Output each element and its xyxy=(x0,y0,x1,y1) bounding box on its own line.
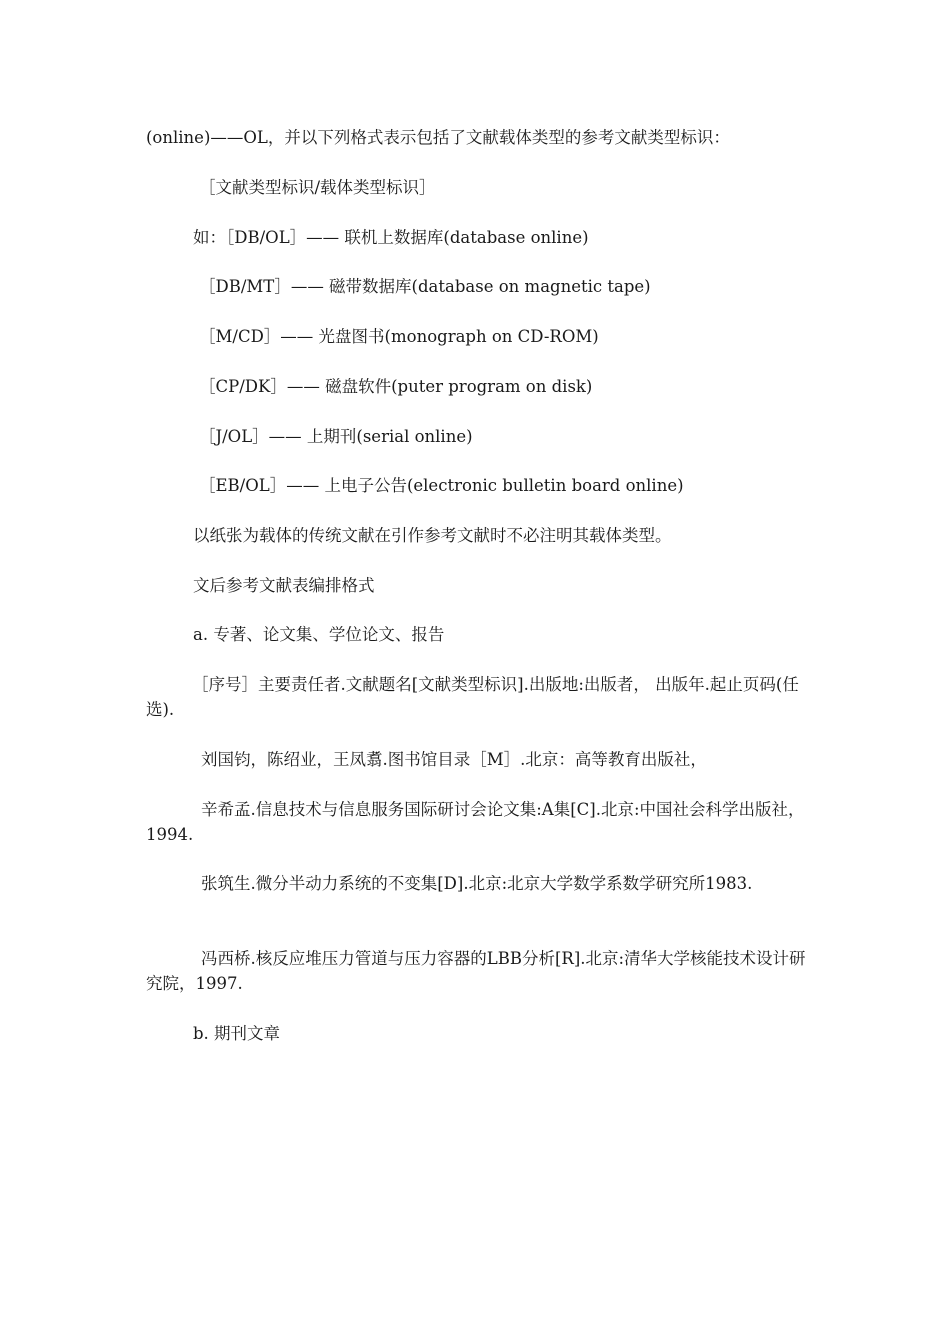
example-cp-dk: ［CP/DK］—— 磁盘软件(puter program on disk) xyxy=(199,377,593,396)
example-m-cd: ［M/CD］—— 光盘图书(monograph on CD-ROM) xyxy=(199,327,599,346)
reference-example-1: 刘国钧，陈绍业，王凤翥.图书馆目录［M］.北京：高等教育出版社， xyxy=(201,750,707,769)
example-j-ol: ［J/OL］—— 上期刊(serial online) xyxy=(199,427,473,446)
subsection-b-heading: b. 期刊文章 xyxy=(193,1024,281,1043)
reference-example-2: 辛希孟.信息技术与信息服务国际研讨会论文集:A集[C].北京:中国社会科学出版社，1994. xyxy=(146,800,805,844)
example-db-mt: ［DB/MT］—— 磁带数据库(database on magnetic tape) xyxy=(199,277,651,296)
format-rule-monograph: ［序号］主要责任者.文献题名[文献类型标识].出版地:出版者， 出版年.起止页码(任选). xyxy=(146,675,799,719)
format-template-line: ［文献类型标识/载体类型标识］ xyxy=(199,178,436,197)
example-db-ol: 如：［DB/OL］—— 联机上数据库(database online) xyxy=(193,228,589,247)
reference-example-4: 冯西桥.核反应堆压力管道与压力容器的LBB分析[R].北京:清华大学核能技术设计研究院，1997. xyxy=(146,949,806,993)
example-eb-ol: ［EB/OL］—— 上电子公告(electronic bulletin board online) xyxy=(199,476,684,495)
reference-example-3: 张筑生.微分半动力系统的不变集[D].北京:北京大学数学系数学研究所1983. xyxy=(201,874,753,893)
paper-carrier-note: 以纸张为载体的传统文献在引作参考文献时不必注明其载体类型。 xyxy=(193,526,672,545)
text-line-online-ol: (online)——OL，并以下列格式表示包括了文献载体类型的参考文献类型标识： xyxy=(146,128,730,147)
subsection-a-heading: a. 专著、论文集、学位论文、报告 xyxy=(193,625,445,644)
section-heading-format: 文后参考文献表编排格式 xyxy=(193,576,375,595)
